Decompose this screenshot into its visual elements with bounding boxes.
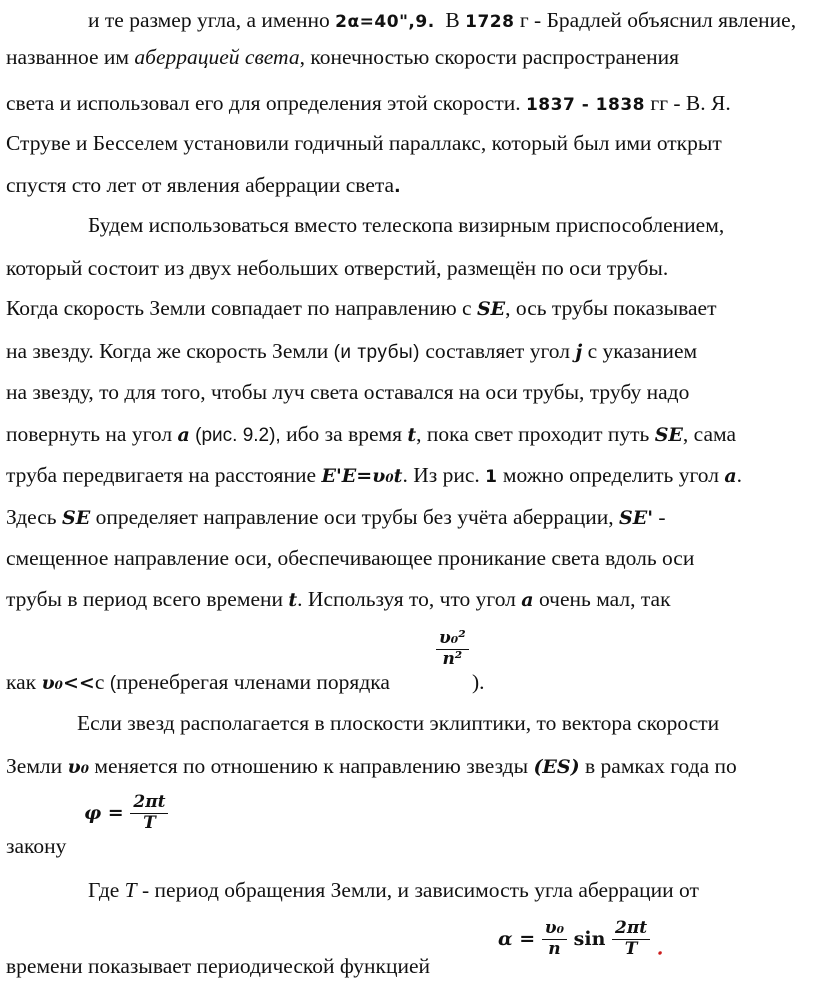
text: можно определить угол [502, 463, 719, 487]
text-line [6, 47, 810, 69]
text: Где [88, 878, 120, 902]
text: времени показывает периодической функцией [6, 954, 431, 978]
text: света и использовал его для определения этой скорости. [6, 91, 521, 115]
text: . Используя то, что угол [297, 587, 516, 611]
text: , пока свет проходит путь [416, 422, 650, 446]
text-fragment [472, 672, 485, 694]
math-value: 2α=40",9. [335, 12, 435, 32]
math-symbol: a [177, 424, 190, 446]
text: трубы в период всего времени [6, 587, 284, 611]
fraction-denominator: n [548, 938, 561, 959]
italic-term: аберрацией света [134, 45, 300, 69]
fraction [130, 794, 168, 833]
text: Здесь [6, 505, 57, 529]
text-line [6, 175, 810, 197]
text: ( [109, 673, 117, 694]
text: . [736, 463, 743, 487]
math-symbol: (ES) [533, 756, 580, 778]
text: который состоит из двух небольших отверстий, размещён по оси трубы. [6, 256, 669, 280]
text: определяет направление оси трубы без учёта аберрации, [95, 505, 614, 529]
math-expression: E'E=υ₀t [321, 465, 403, 487]
text: Земли [6, 754, 63, 778]
years: 1837 - 1838 [525, 95, 645, 115]
math-symbol: SE [476, 298, 506, 320]
math-symbol: SE [654, 424, 683, 446]
formula-alpha [498, 920, 663, 959]
text-line [88, 880, 810, 902]
text: , конечностью скорости распространения [299, 45, 680, 69]
text: закону [6, 834, 67, 858]
math-expression: υ₀<< [41, 672, 95, 694]
text-line [88, 215, 810, 237]
period-mark: . [656, 937, 664, 960]
text: повернуть на угол [6, 422, 173, 446]
text-line [6, 258, 810, 280]
text: гг - В. Я. [650, 91, 731, 115]
math-symbol: a [521, 589, 534, 611]
fraction-denominator: n² [442, 648, 463, 669]
fraction-numerator: 2πt [130, 794, 168, 814]
text-line [6, 341, 810, 363]
text: - период обращения Земли, и зависимость угла аберрации от [142, 878, 699, 902]
fraction-denominator: T [624, 938, 638, 959]
text-line [6, 628, 810, 692]
text: на звезду, то для того, чтобы луч света оставался на оси трубы, трубу надо [6, 380, 690, 404]
text-line [6, 507, 810, 529]
text: на звезду. Когда же скорость Земли [6, 339, 329, 363]
text: составляет угол [425, 339, 570, 363]
math-symbol: SE' [619, 507, 654, 529]
math-symbol: a [724, 465, 737, 487]
text: c [94, 670, 105, 694]
text: смещенное направление оси, обеспечивающее проникание света вдоль оси [6, 546, 695, 570]
text-line [6, 756, 810, 778]
text-line [6, 956, 810, 978]
text-line [6, 133, 810, 155]
text: , сама [682, 422, 736, 446]
text: труба передвигаетя на расстояние [6, 463, 317, 487]
fraction [542, 920, 567, 959]
text: Если звезд располагается в плоскости эклиптики, то вектора скорости [77, 711, 720, 735]
fraction-numerator: 2πt [612, 920, 650, 940]
text: и те размер угла, а именно [88, 8, 330, 32]
math-symbol: υ₀ [67, 756, 90, 778]
formula-phi [84, 794, 168, 833]
math-symbol: j [575, 341, 583, 363]
math-symbol: t [407, 424, 417, 446]
year: 1728 [465, 12, 515, 32]
text-line [6, 298, 810, 320]
fraction-numerator: υ₀² [436, 630, 469, 650]
text: В [445, 8, 460, 32]
fraction-denominator: T [143, 812, 156, 833]
text-line [6, 465, 810, 487]
text-line [6, 424, 810, 446]
text-line [6, 589, 810, 611]
text-line [6, 548, 810, 570]
figure-ref: (рис. 9.2), [195, 425, 281, 446]
math-symbol: SE [61, 507, 91, 529]
text: пренебрегая членами порядка [116, 670, 390, 694]
fraction [612, 920, 650, 959]
fraction-v0sq-over-nsq [436, 630, 469, 669]
text-line [6, 93, 810, 115]
text: в рамках года по [585, 754, 737, 778]
figure-number: 1 [485, 467, 498, 487]
text: , ось трубы показывает [505, 296, 717, 320]
text-line [6, 836, 810, 858]
text-line [77, 713, 810, 735]
text: (и трубы) [333, 342, 420, 363]
sin-function: sin [573, 927, 606, 950]
text: Когда скорость Земли совпадает по направлению с [6, 296, 472, 320]
text: . Из рис. [402, 463, 480, 487]
text: . [394, 177, 402, 197]
text-line [88, 10, 810, 32]
formula-lhs: φ = [84, 801, 124, 824]
text: ибо за время [286, 422, 403, 446]
text: как [6, 670, 37, 694]
text: названное им [6, 45, 130, 69]
text: г - Брадлей объяснил явление, [519, 8, 797, 32]
fraction-numerator: υ₀ [542, 920, 567, 940]
math-symbol: t [288, 589, 298, 611]
text-line [6, 382, 810, 404]
math-symbol: T [124, 878, 137, 902]
text: очень мал, так [538, 587, 671, 611]
text: ). [472, 670, 485, 694]
formula-lhs: α = [498, 927, 536, 950]
text: меняется по отношению к направлению звезды [94, 754, 529, 778]
text: Будем использоваться вместо телескопа визирным приспособлением, [88, 213, 725, 237]
text-fragment [6, 672, 390, 694]
text: с указанием [587, 339, 698, 363]
text: спустя сто лет от явления аберрации света [6, 173, 395, 197]
text: Струве и Бесселем установили годичный параллакс, который был ими открыт [6, 131, 722, 155]
text: - [658, 505, 666, 529]
